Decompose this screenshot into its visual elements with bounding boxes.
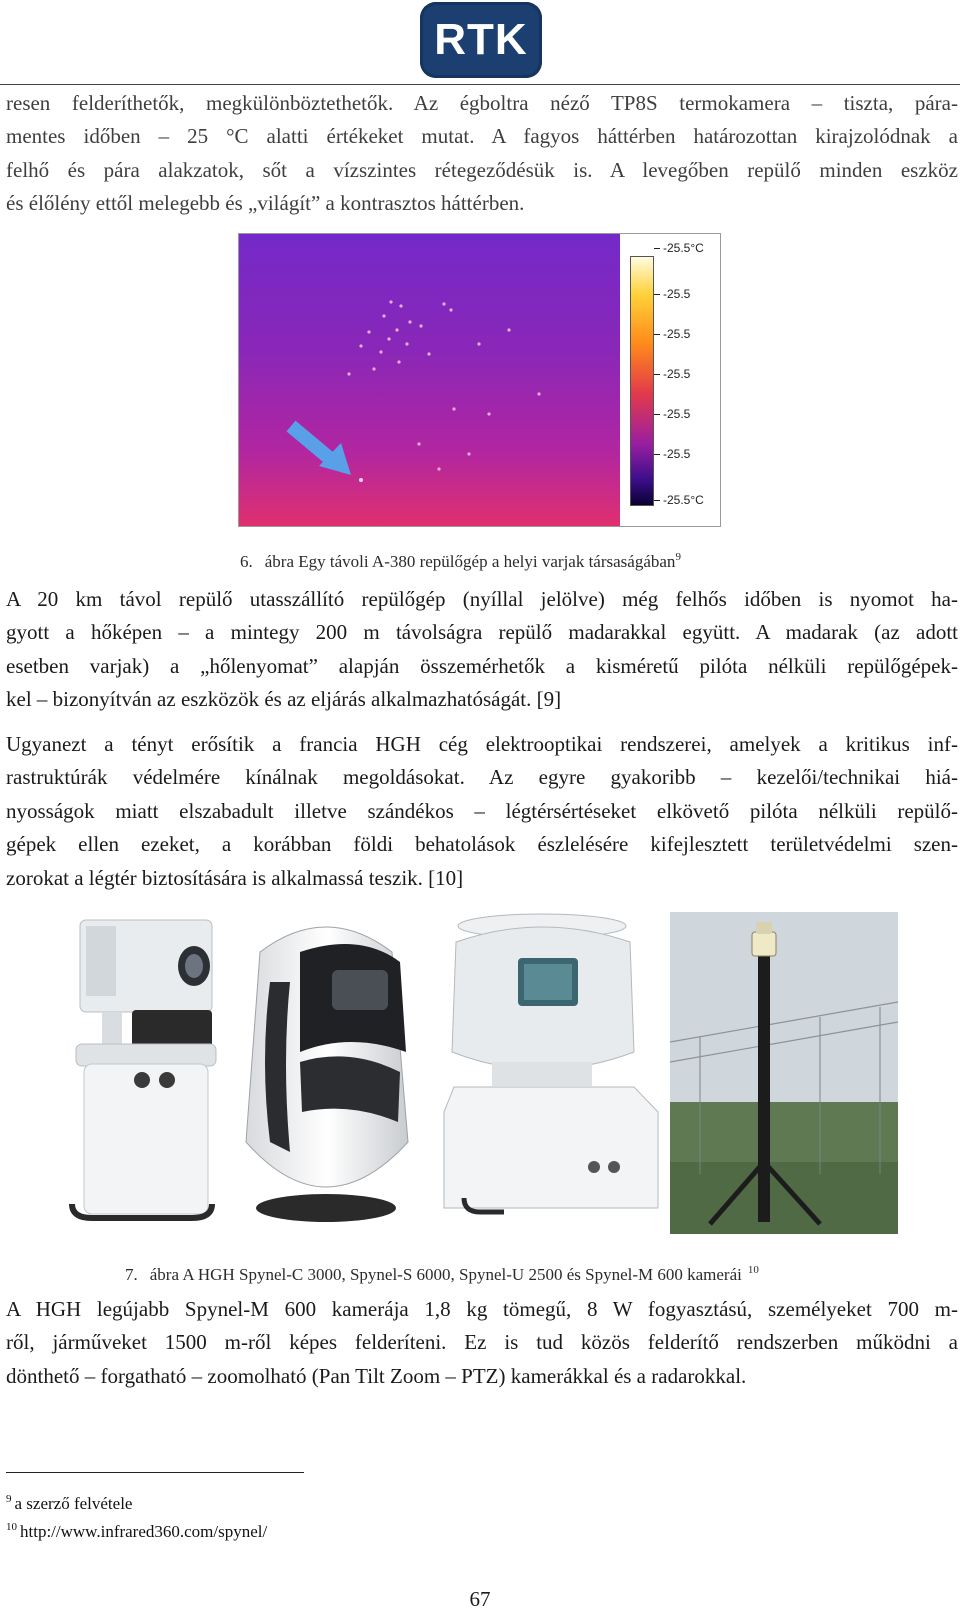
paragraph-hgh-systems [6, 728, 958, 895]
footnote-number: 9 [6, 1493, 12, 1505]
bird-dots [347, 300, 540, 470]
thermal-overlay [239, 234, 620, 526]
scale-label: -25.5 [654, 367, 690, 381]
scale-label: -25.5 [654, 447, 690, 461]
footnote-9 [6, 1488, 132, 1515]
figure-7-caption [125, 1259, 759, 1286]
text-line: mentes időben – 25 °C alatti értékeket mutat. A fagyos háttérben határozottan kirajzolódnak a [6, 124, 958, 149]
text-line: A HGH legújabb Spynel-M 600 kamerája 1,8 kg tömegű, 8 W fogyasztású, személyeket 700 m- [6, 1297, 958, 1321]
footnote-link[interactable]: http://www.infrared360.com/spynel/ [20, 1522, 268, 1541]
thermal-sky-scene [239, 234, 620, 526]
paragraph-thermal-intro [6, 87, 958, 221]
footnote-ref: 9 [675, 551, 681, 563]
header-rule [0, 84, 960, 85]
arrow-icon [291, 426, 351, 475]
thermal-image-figure [238, 233, 721, 527]
text-line: Ugyanezt a tényt erősítik a francia HGH cég elektrooptikai rendszerei, amelyek a kritikus inf- [6, 732, 958, 756]
text-line: és élőlény ettől melegebb és „világít” a kontrasztos háttérben. [6, 191, 525, 216]
text-line: ről, járműveket 1500 m-ről képes felderíteni. Ez is tud közös felderítő rendszerben működni a [6, 1330, 958, 1355]
text-line: nyosságok miatt elszabadult illetve szándékos – légtérsértéseket elkövető pilóta nélküli repülő- [6, 798, 958, 823]
camera-photos-figure [62, 912, 898, 1234]
page-number: 67 [469, 1587, 491, 1611]
text-line: rastruktúrák védelmére kínálnak megoldásokat. Az egyre gyakoribb – kezelői/technikai hiá- [6, 765, 958, 790]
text-line: zorokat a légtér biztosítására is alkalmassá teszik. [10] [6, 865, 464, 890]
figure-caption-text: ábra A HGH Spynel-C 3000, Spynel-S 6000, Spynel-U 2500 és Spynel-M 600 kamerái [149, 1265, 742, 1284]
text-line: resen felderíthetők, megkülönböztethetők. Az égboltra néző TP8S termokamera – tiszta, pára- [6, 91, 958, 115]
temperature-colorbar [630, 256, 654, 506]
logo-text: RTK [434, 15, 528, 64]
figure-number: 7. [125, 1265, 138, 1284]
text-line: gépek ellen ezeket, a korábban földi behatolások észlelésére kifejlesztett területvédelmi szen- [6, 832, 958, 857]
spynel-u-camera-image [434, 912, 660, 1234]
scale-label: -25.5 [654, 287, 690, 301]
text-line: gyott a hőképen – a mintegy 200 m távolságra repülő madarakkal együtt. A madarak (az adott [6, 620, 958, 645]
scale-label-bottom: -25.5°C [654, 493, 704, 507]
text-line: A 20 km távol repülő utasszállító repülőgép (nyíllal jelölve) még felhős időben is nyomot ha- [6, 587, 958, 611]
scale-label: -25.5 [654, 407, 690, 421]
footnote-text: a szerző felvétele [14, 1494, 133, 1513]
paragraph-spynel-m [6, 1293, 958, 1393]
figure-number: 6. [240, 552, 253, 571]
temperature-scale [620, 234, 720, 526]
aircraft-dot [359, 478, 363, 482]
footnote-number: 10 [6, 1521, 17, 1533]
spynel-s-camera-image [240, 912, 412, 1234]
text-line: felhő és pára alakzatok, sőt a vízszintes rétegeződésük is. A levegőben repülő minden eszköz [6, 157, 958, 182]
text-line: dönthető – forgatható – zoomolható (Pan Tilt Zoom – PTZ) kamerákkal és a radarokkal. [6, 1363, 747, 1388]
footnote-rule [6, 1472, 304, 1473]
text-line: kel – bizonyítván az eszközök és az eljárás alkalmazhatóságát. [9] [6, 687, 562, 712]
footnote-10 [6, 1516, 267, 1543]
figure-caption-text: ábra Egy távoli A-380 repülőgép a helyi varjak társaságában [264, 552, 676, 571]
rtk-logo [420, 2, 542, 78]
scale-label: -25.5 [654, 327, 690, 341]
footnote-ref: 10 [747, 1264, 759, 1276]
spynel-c-camera-image [62, 912, 222, 1234]
text-line: esetben varjak) a „hőlenyomat” alapján összemérhetők a kisméretű pilóta nélküli repülőgépek- [6, 653, 958, 678]
figure-6-caption [240, 546, 681, 573]
scale-label-top: -25.5°C [654, 241, 704, 255]
spynel-m-camera-image [670, 912, 898, 1234]
paragraph-aircraft-birds [6, 583, 958, 717]
